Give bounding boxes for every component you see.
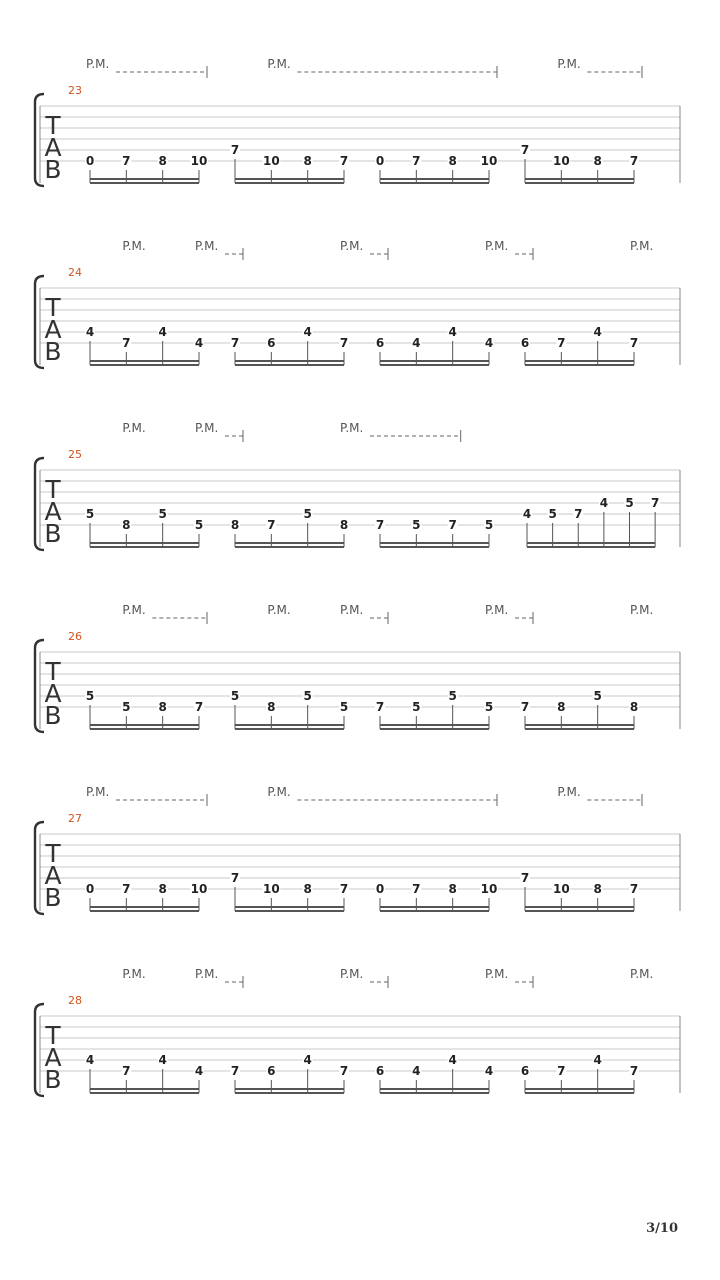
palm-mute-label: P.M. (122, 239, 146, 253)
fret-number: 8 (339, 518, 349, 532)
beam-secondary (380, 910, 489, 912)
fret-number: 6 (375, 1064, 385, 1078)
beam-primary (525, 724, 634, 726)
fret-number: 7 (339, 336, 349, 350)
fret-number: 7 (339, 1064, 349, 1078)
tab-clef-letter: T (45, 475, 61, 504)
beam-secondary (380, 182, 489, 184)
fret-number: 7 (520, 871, 530, 885)
beam-secondary (90, 182, 199, 184)
beam-primary (525, 906, 634, 908)
palm-mute-label: P.M. (557, 785, 581, 799)
fret-number: 7 (629, 336, 639, 350)
palm-mute-label: P.M. (267, 603, 291, 617)
beam-secondary (380, 546, 489, 548)
beam-secondary (90, 546, 199, 548)
fret-number: 7 (194, 700, 204, 714)
fret-number: 0 (375, 154, 385, 168)
fret-number: 4 (522, 507, 532, 521)
fret-number: 10 (480, 154, 498, 168)
fret-number: 4 (412, 336, 421, 350)
fret-number: 8 (593, 154, 602, 168)
fret-number: 4 (593, 1053, 602, 1067)
fret-number: 8 (557, 700, 566, 714)
beam-secondary (380, 728, 489, 730)
palm-mute-label: P.M. (485, 239, 509, 253)
fret-number: 7 (574, 507, 583, 521)
palm-mute-label: P.M. (267, 57, 291, 71)
palm-mute-label: P.M. (340, 967, 364, 981)
fret-number: 7 (230, 143, 240, 157)
fret-number: 10 (262, 154, 280, 168)
fret-number: 6 (520, 336, 530, 350)
fret-number: 7 (557, 1064, 566, 1078)
palm-mute-label: P.M. (195, 239, 219, 253)
fret-number: 7 (412, 154, 421, 168)
measure-number: 25 (68, 448, 82, 461)
beam-primary (90, 906, 199, 908)
tab-clef-letter: B (44, 883, 62, 912)
fret-number: 8 (448, 154, 457, 168)
measure-number: 24 (68, 266, 82, 279)
palm-mute-label: P.M. (195, 967, 219, 981)
beam-secondary (90, 1092, 199, 1094)
fret-number: 10 (480, 882, 498, 896)
fret-number: 7 (122, 1064, 131, 1078)
beam-secondary (527, 546, 655, 548)
palm-mute-label: P.M. (630, 603, 654, 617)
beam-primary (380, 178, 489, 180)
beam-primary (235, 178, 344, 180)
palm-mute-label: P.M. (267, 785, 291, 799)
fret-number: 5 (412, 518, 421, 532)
fret-number: 10 (190, 882, 208, 896)
beam-primary (90, 1088, 199, 1090)
tab-clef-letter: T (45, 1021, 61, 1050)
beam-secondary (525, 728, 634, 730)
fret-number: 7 (267, 518, 276, 532)
fret-number: 4 (85, 325, 95, 339)
beam-primary (380, 906, 489, 908)
fret-number: 7 (339, 154, 349, 168)
palm-mute-label: P.M. (630, 239, 654, 253)
fret-number: 6 (267, 1064, 276, 1078)
beam-primary (527, 542, 655, 544)
fret-number: 0 (375, 882, 385, 896)
fret-number: 4 (484, 336, 494, 350)
tab-clef-letter: T (45, 293, 61, 322)
fret-number: 7 (122, 336, 131, 350)
beam-primary (525, 1088, 634, 1090)
fret-number: 8 (267, 700, 276, 714)
fret-number: 7 (375, 700, 385, 714)
beam-primary (380, 542, 489, 544)
beam-primary (90, 178, 199, 180)
fret-number: 5 (593, 689, 602, 703)
measure-number: 23 (68, 84, 82, 97)
tab-clef-letter: A (44, 133, 62, 162)
fret-number: 7 (520, 143, 530, 157)
fret-number: 5 (122, 700, 131, 714)
fret-number: 4 (303, 1053, 312, 1067)
palm-mute-label: P.M. (485, 603, 509, 617)
fret-number: 6 (520, 1064, 530, 1078)
fret-number: 5 (303, 689, 312, 703)
fret-number: 4 (484, 1064, 494, 1078)
fret-number: 10 (552, 882, 570, 896)
fret-number: 7 (122, 154, 131, 168)
fret-number: 4 (448, 325, 457, 339)
fret-number: 5 (303, 507, 312, 521)
palm-mute-label: P.M. (557, 57, 581, 71)
beam-primary (380, 724, 489, 726)
fret-number: 10 (190, 154, 208, 168)
fret-number: 8 (448, 882, 457, 896)
palm-mute-label: P.M. (340, 421, 364, 435)
fret-number: 4 (194, 336, 204, 350)
tab-clef-letter: B (44, 519, 62, 548)
fret-number: 7 (122, 882, 131, 896)
palm-mute-label: P.M. (122, 603, 146, 617)
beam-secondary (235, 910, 344, 912)
tab-clef-letter: A (44, 679, 62, 708)
beam-primary (380, 360, 489, 362)
beam-secondary (525, 364, 634, 366)
fret-number: 7 (629, 1064, 639, 1078)
beam-secondary (235, 546, 344, 548)
fret-number: 7 (520, 700, 530, 714)
fret-number: 4 (412, 1064, 421, 1078)
beam-secondary (525, 182, 634, 184)
beam-primary (235, 906, 344, 908)
fret-number: 0 (85, 882, 95, 896)
tab-clef-letter: T (45, 111, 61, 140)
fret-number: 8 (303, 154, 312, 168)
beam-secondary (235, 1092, 344, 1094)
beam-secondary (90, 364, 199, 366)
palm-mute-label: P.M. (630, 967, 654, 981)
measure-number: 28 (68, 994, 82, 1007)
fret-number: 5 (194, 518, 204, 532)
beam-secondary (380, 364, 489, 366)
tab-clef-letter: A (44, 1043, 62, 1072)
fret-number: 5 (339, 700, 349, 714)
fret-number: 10 (552, 154, 570, 168)
tab-clef-letter: B (44, 155, 62, 184)
beam-primary (90, 360, 199, 362)
page-number: 3/10 (646, 1221, 678, 1236)
fret-number: 7 (650, 496, 660, 510)
beam-secondary (235, 182, 344, 184)
fret-number: 8 (303, 882, 312, 896)
tab-clef-letter: A (44, 497, 62, 526)
fret-number: 5 (625, 496, 634, 510)
beam-secondary (90, 910, 199, 912)
fret-number: 6 (267, 336, 276, 350)
palm-mute-label: P.M. (122, 967, 146, 981)
palm-mute-label: P.M. (195, 421, 219, 435)
beam-primary (235, 724, 344, 726)
fret-number: 5 (230, 689, 240, 703)
tab-clef-letter: B (44, 337, 62, 366)
palm-mute-label: P.M. (86, 785, 110, 799)
fret-number: 4 (303, 325, 312, 339)
fret-number: 8 (158, 154, 167, 168)
beam-secondary (235, 364, 344, 366)
fret-number: 7 (448, 518, 457, 532)
fret-number: 7 (230, 1064, 240, 1078)
palm-mute-label: P.M. (86, 57, 110, 71)
beam-primary (380, 1088, 489, 1090)
fret-number: 7 (629, 882, 639, 896)
beam-primary (235, 1088, 344, 1090)
fret-number: 8 (122, 518, 131, 532)
fret-number: 4 (158, 325, 167, 339)
beam-secondary (235, 728, 344, 730)
fret-number: 8 (230, 518, 240, 532)
fret-number: 7 (230, 336, 240, 350)
tab-clef-letter: B (44, 1065, 62, 1094)
beam-secondary (525, 910, 634, 912)
beam-primary (235, 542, 344, 544)
fret-number: 6 (375, 336, 385, 350)
fret-number: 5 (158, 507, 167, 521)
palm-mute-label: P.M. (340, 239, 364, 253)
fret-number: 5 (412, 700, 421, 714)
fret-number: 10 (262, 882, 280, 896)
beam-secondary (90, 728, 199, 730)
fret-number: 7 (557, 336, 566, 350)
fret-number: 5 (85, 507, 95, 521)
fret-number: 8 (158, 882, 167, 896)
fret-number: 4 (599, 496, 609, 510)
fret-number: 5 (548, 507, 557, 521)
tab-clef-letter: T (45, 657, 61, 686)
tab-clef-letter: A (44, 315, 62, 344)
fret-number: 7 (339, 882, 349, 896)
fret-number: 4 (158, 1053, 167, 1067)
tab-clef-letter: A (44, 861, 62, 890)
beam-primary (90, 724, 199, 726)
tab-clef-letter: B (44, 701, 62, 730)
tab-clef-letter: T (45, 839, 61, 868)
fret-number: 0 (85, 154, 95, 168)
measure-number: 26 (68, 630, 82, 643)
fret-number: 4 (593, 325, 602, 339)
fret-number: 5 (484, 700, 494, 714)
fret-number: 7 (375, 518, 385, 532)
fret-number: 8 (158, 700, 167, 714)
beam-secondary (525, 1092, 634, 1094)
palm-mute-label: P.M. (122, 421, 146, 435)
beam-secondary (380, 1092, 489, 1094)
palm-mute-label: P.M. (340, 603, 364, 617)
measure-number: 27 (68, 812, 82, 825)
fret-number: 5 (484, 518, 494, 532)
fret-number: 7 (230, 871, 240, 885)
fret-number: 8 (629, 700, 639, 714)
fret-number: 5 (85, 689, 95, 703)
beam-primary (525, 178, 634, 180)
fret-number: 7 (412, 882, 421, 896)
beam-primary (235, 360, 344, 362)
fret-number: 5 (448, 689, 457, 703)
fret-number: 4 (448, 1053, 457, 1067)
beam-primary (525, 360, 634, 362)
beam-primary (90, 542, 199, 544)
fret-number: 7 (629, 154, 639, 168)
fret-number: 4 (194, 1064, 204, 1078)
fret-number: 8 (593, 882, 602, 896)
fret-number: 4 (85, 1053, 95, 1067)
palm-mute-label: P.M. (485, 967, 509, 981)
